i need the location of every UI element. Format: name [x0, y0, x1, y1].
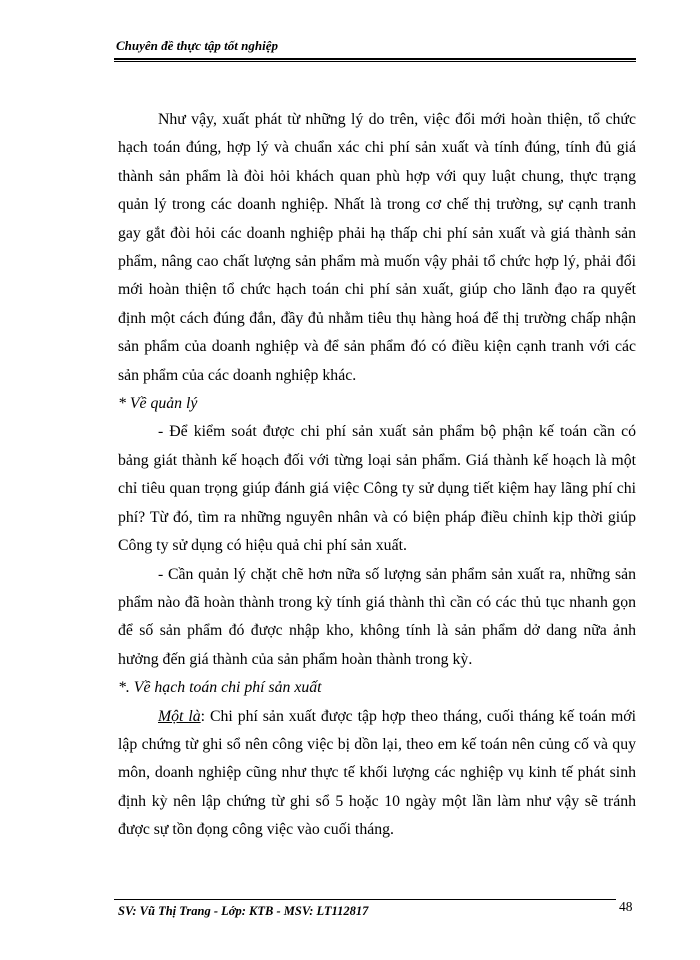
page-number: 48 [619, 899, 633, 914]
section-heading-accounting: *. Về hạch toán chi phí sản xuất [118, 679, 322, 697]
first-point-text: : Chi phí sản xuất được tập hợp theo tháng, cuối tháng kế toán mới lập chứng từ ghi sổ nên công việc bị dồn lại, theo em kế toán nên củng cố và quy môn, doanh nghiệp cũng như thực tế khối lượng các nghiệp vụ kinh tế phát sinh định kỳ nên lập chứng từ ghi sổ 5 hoặc 10 ngày một lần làm như vậy sẽ tránh được sự tồn đọng công việc vào cuối tháng. [118, 707, 637, 839]
first-point-label: Một là [158, 707, 201, 725]
paragraph-first-point [118, 703, 636, 845]
section-heading-management: * Về quản lý [118, 395, 198, 413]
header-rule-bottom [114, 61, 636, 62]
page-header-title: Chuyên đề thực tập tốt nghiệp [116, 38, 278, 53]
document-body [118, 106, 636, 845]
paragraph-rationale: Như vậy, xuất phát từ những lý do trên, việc đổi mới hoàn thiện, tổ chức hạch toán đúng, hợp lý và chuẩn xác chi phí sản xuất và tính đúng, tính đủ giá thành sản phẩm là đòi hỏi khách quan phù hợp với quy luật chung, thực trạng quản lý trong các doanh nghiệp. Nhất là trong cơ chế thị trường, sự cạnh tranh gay gắt đòi hỏi các doanh nghiệp phải hạ thấp chi phí sản xuất và giá thành sản phẩm, nâng cao chất lượng sản phẩm mà muốn vậy phải tổ chức hợp lý, phải đổi mới hoàn thiện tổ chức hạch toán chi phí sản xuất, giúp cho lãnh đạo ra quyết định một cách đúng đắn, đầy đủ nhằm tiêu thụ hàng hoá để thị trường chấp nhận sản phẩm của doanh nghiệp và để sản phẩm đó có điều kiện cạnh tranh với các sản phẩm của các doanh nghiệp khác. [118, 111, 636, 384]
footer-author-line: SV: Vũ Thị Trang - Lớp: KTB - MSV: LT112817 [118, 904, 369, 918]
paragraph-cost-control: - Để kiểm soát được chi phí sản xuất sản phẩm bộ phận kế toán cần có bảng giát thành kế hoạch đối với từng loại sản phẩm. Giá thành kế hoạch là một chỉ tiêu quan trọng giúp đánh giá việc Công ty sử dụng tiết kiệm hay lãng phí chi phí? Từ đó, tìm ra những nguyên nhân và có biện pháp điều chỉnh kịp thời giúp Công ty sử dụng có hiệu quả chi phí sản xuất. [118, 423, 636, 555]
paragraph-quantity-management: - Cần quản lý chặt chẽ hơn nữa số lượng sản phẩm sản xuất ra, những sản phẩm nào đã hoàn thành trong kỳ tính giá thành thì cần có các thủ tục nhanh gọn để số sản phẩm đó được nhập kho, không tính là sản phẩm dở dang nữa ảnh hưởng đến giá thành của sản phẩm hoàn thành trong kỳ. [118, 565, 636, 668]
header-rule-top [114, 58, 636, 60]
footer-rule [114, 899, 616, 900]
